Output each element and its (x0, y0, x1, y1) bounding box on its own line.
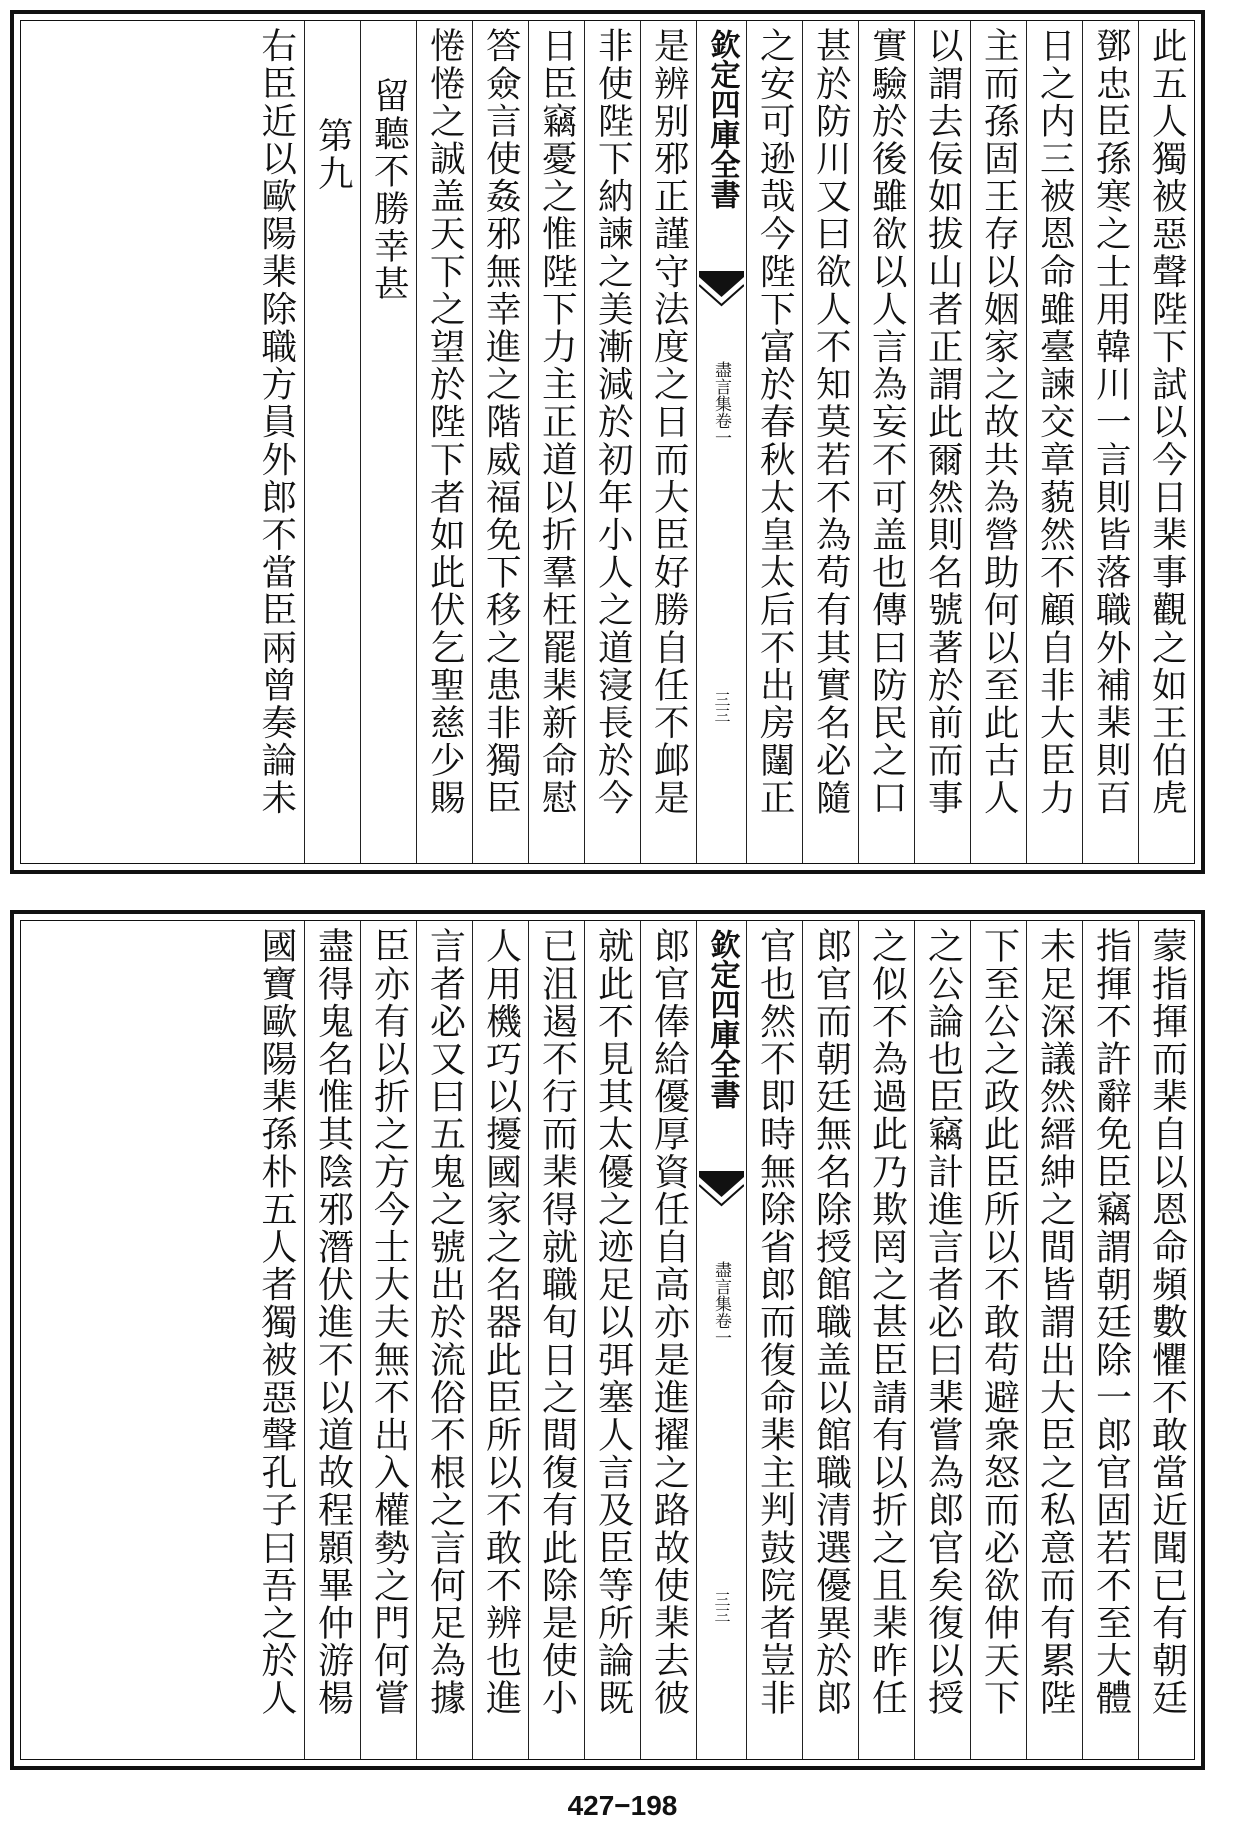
column-text: 言者必又曰五鬼之號出於流俗不根之言何足為據 (424, 927, 466, 1717)
text-column (746, 21, 802, 863)
column-text: 是辨别邪正謹守法度之日而大臣好勝自任不䘏是 (648, 27, 690, 817)
column-text: 非使陛下納諫之美漸減於初年小人之道寖長於今 (592, 27, 634, 817)
column-text: 官也然不即時無除省郎而復命棐主判鼓院者豈非 (754, 927, 796, 1717)
section-heading-column (304, 21, 360, 863)
column-text: 實驗於後雖欲以人言為妄不可盖也傳曰防民之口 (866, 27, 908, 817)
column-text: 蒙指揮而棐自以恩命頻數懼不敢當近聞已有朝廷 (1146, 927, 1188, 1717)
book-title (697, 1261, 746, 1346)
library-title: 欽定四庫全書 (704, 29, 740, 209)
column-text: 甚於防川又曰欲人不知莫若不為苟有其實名必隨 (810, 27, 852, 817)
center-gutter (696, 921, 746, 1759)
book-name: 盡言集 (711, 1261, 731, 1312)
column-text: 未足深議然縉紳之間皆謂出大臣之私意而有累陛 (1034, 927, 1076, 1717)
upper-text-block (20, 20, 1195, 864)
column-text: 之似不為過此乃欺罔之甚臣請有以折之且棐昨任 (866, 927, 908, 1717)
lower-text-block (20, 920, 1195, 1760)
text-column (914, 921, 970, 1759)
column-text: 鄧忠臣孫寒之士用韓川一言則皆落職外補棐則百 (1090, 27, 1132, 817)
text-column (1082, 21, 1138, 863)
column-text: 日之内三被恩命雖臺諫交章藐然不顧自非大臣力 (1034, 27, 1076, 817)
text-column (802, 21, 858, 863)
column-text: 以謂去佞如拔山者正謂此爾然則名號著於前而事 (922, 27, 964, 817)
text-column (970, 21, 1026, 863)
column-text: 就此不見其太優之迹足以弭塞人言及臣等所論既 (592, 927, 634, 1717)
column-text: 此五人獨被惡聲陛下試以今日棐事觀之如王伯虎 (1146, 27, 1188, 817)
text-column (746, 921, 802, 1759)
column-text: 盡得鬼名惟其陰邪潛伏進不以道故程顥畢仲游楊 (312, 927, 354, 1717)
column-text: 日臣竊憂之惟陛下力主正道以折羣枉罷棐新命慰 (536, 27, 578, 817)
page-reference-number: 427−198 (567, 1790, 678, 1821)
book-name: 盡言集 (711, 361, 731, 412)
text-column (472, 21, 528, 863)
text-column (1026, 21, 1082, 863)
column-text: 人用機巧以擾國家之名器此臣所以不敢不辨也進 (480, 927, 522, 1717)
upper-page-frame (10, 10, 1205, 874)
text-column (584, 921, 640, 1759)
section-heading: 第九 (312, 117, 354, 193)
text-column (802, 921, 858, 1759)
column-text: 國寶歐陽棐孫朴五人者獨被惡聲孔子曰吾之於人 (256, 927, 297, 1717)
text-column (584, 21, 640, 863)
column-text: 已沮遏不行而棐得就職旬日之間復有此除是使小 (536, 927, 578, 1717)
column-text: 臣亦有以折之方今士大夫無不出入權勢之門何嘗 (368, 927, 410, 1717)
text-column (248, 921, 304, 1759)
column-text: 指揮不許辭免臣竊謂朝廷除一郎官固若不至大體 (1090, 927, 1132, 1717)
text-column (248, 21, 304, 863)
volume-label: 卷一 (711, 1312, 731, 1346)
library-title: 欽定四庫全書 (704, 929, 740, 1109)
text-column (472, 921, 528, 1759)
column-text: 郎官而朝廷無名除授館職盖以館職清選優異於郎 (810, 927, 852, 1717)
text-column (640, 21, 696, 863)
text-column (858, 21, 914, 863)
text-column (1026, 921, 1082, 1759)
text-column (304, 921, 360, 1759)
text-column (360, 921, 416, 1759)
lower-page-frame (10, 910, 1205, 1770)
column-text: 留聽不勝幸甚 (368, 77, 410, 303)
volume-label: 卷一 (711, 412, 731, 446)
folio-number: 三三 (712, 691, 731, 723)
text-column (360, 21, 416, 863)
column-text: 答僉言使姦邪無幸進之階威福免下移之患非獨臣 (480, 27, 522, 817)
text-column (640, 921, 696, 1759)
column-text: 主而孫固王存以姻家之故共為營助何以至此古人 (978, 27, 1020, 817)
fishtail-mark-icon (699, 1171, 744, 1207)
column-text: 下至公之政此臣所以不敢苟避衆怒而必欲伸天下 (978, 927, 1020, 1717)
text-column (528, 921, 584, 1759)
folio-number: 三三 (712, 1591, 731, 1623)
text-column (858, 921, 914, 1759)
column-text: 郎官俸給優厚資任自高亦是進擢之路故使棐去彼 (648, 927, 690, 1717)
text-column (1082, 921, 1138, 1759)
text-column (970, 921, 1026, 1759)
text-column (528, 21, 584, 863)
book-title (697, 361, 746, 446)
column-text: 之安可逊哉今陛下富於春秋太皇太后不出房闥正 (754, 27, 796, 817)
text-column (1138, 921, 1194, 1759)
text-column (416, 921, 472, 1759)
column-text: 之公論也臣竊計進言者必曰棐嘗為郎官矣復以授 (922, 927, 964, 1717)
column-text: 右臣近以歐陽棐除職方員外郎不當臣兩曾奏論未 (255, 27, 297, 817)
center-gutter (696, 21, 746, 863)
column-text: 惓惓之誠盖天下之望於陛下者如此伏乞聖慈少賜 (424, 27, 466, 817)
text-column (914, 21, 970, 863)
text-column (1138, 21, 1194, 863)
text-column (416, 21, 472, 863)
fishtail-mark-icon (699, 271, 744, 307)
